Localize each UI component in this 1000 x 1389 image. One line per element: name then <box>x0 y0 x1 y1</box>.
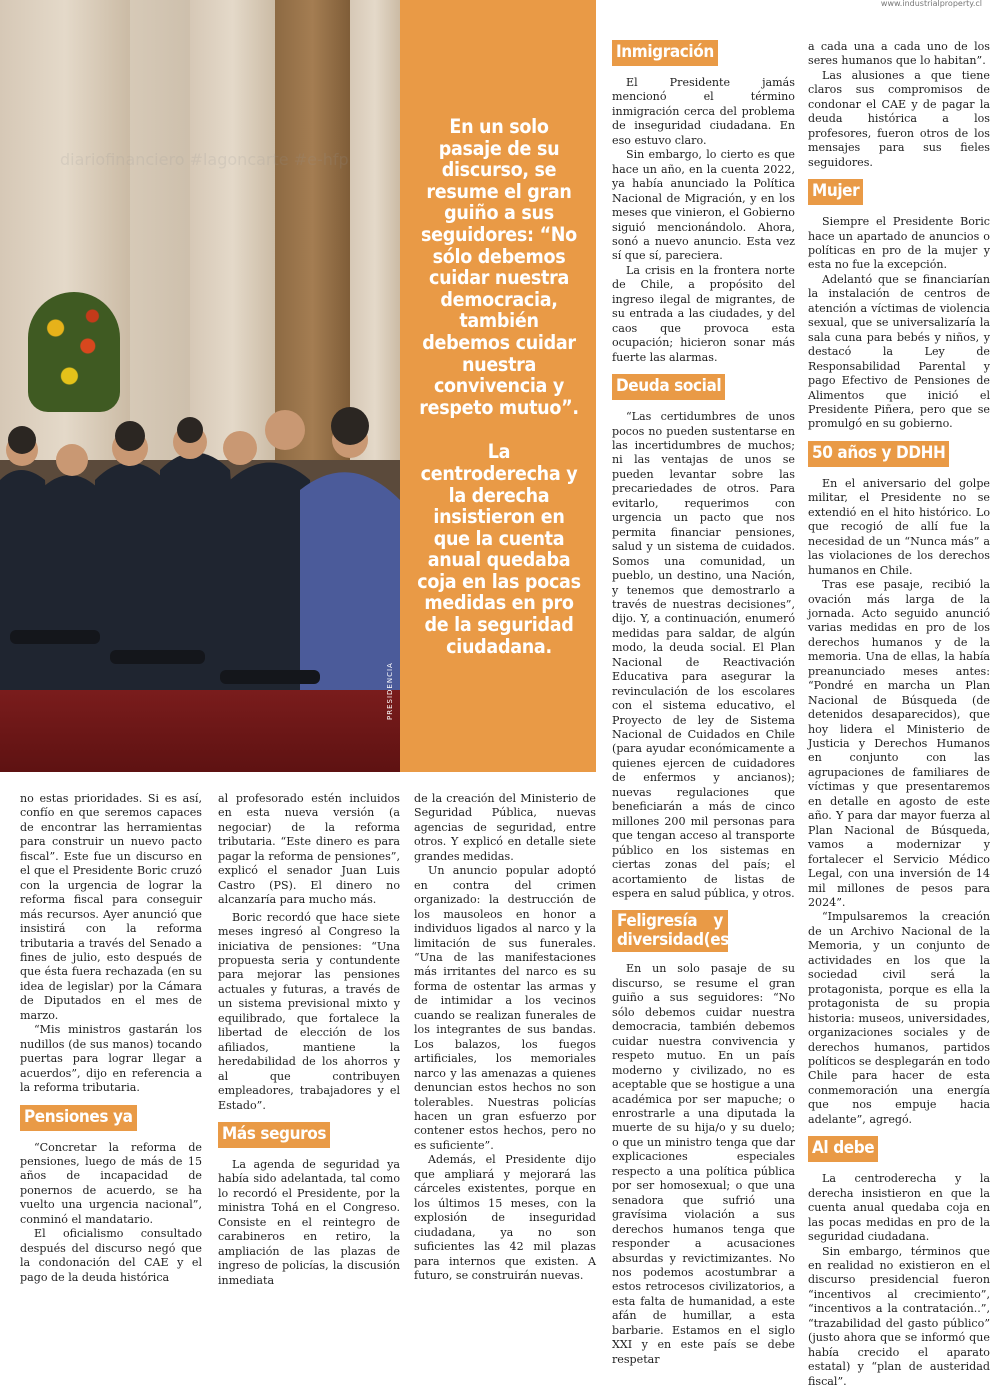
paragraph: El oficialismo consultado después del discurso negó que la condonación del CAE y el pago de la deuda histórica <box>20 1227 202 1284</box>
section-heading-pensiones: Pensiones ya <box>20 1105 137 1131</box>
article-column-2 <box>218 792 400 1288</box>
article-column-5 <box>808 40 990 1389</box>
paragraph: Boric recordó que hace siete meses ingresó al Congreso la iniciativa de pensiones: “Una propuesta seria y contundente para mejorar las pensiones actuales y futuras, a través de un sistema previsional mixto y equilibrado, que fortalece la libertad de elección de los afiliados, mantiene la heredabilidad de los ahorros y al que contribuyen empleadores, trabajadores y el Estado”. <box>218 910 400 1112</box>
paragraph: Sin embargo, lo cierto es que hace un año, en la cuenta 2022, ya había anunciado la Política Nacional de Migración, y en los meses que vinieron, el Gobierno siguió mencionándolo. Ahora, sonó a nuevo anuncio. Esta vez sí que sí, pareciera. <box>612 148 795 263</box>
section-heading-deuda-social: Deuda social <box>612 374 725 400</box>
paragraph: En un solo pasaje de su discurso, se resume el gran guiño a sus seguidores: “No sólo debemos cuidar nuestra democracia, también debemos cuidar nuestra convivencia y respeto mutuo. En un país moderno y civilizado, no es aceptable que se hostigue a una académica por ser mapuche; o enrostrarle a una diputada la muerte de su hija/o y su duelo; o que un ministro tenga que dar explicaciones especiales respecto a una política pública por ser homosexual; o que una senadora que sufrió una gravísima violación a sus derechos humanos tenga que responder a acusaciones absurdas y revictimizantes. No nos podemos acostumbrar a estos retrocesos civilizatorios, a esta falta de humanidad, a este afán de humillar, a esta barbarie. Estamos en el siglo XXI y en este país se debe respetar <box>612 962 795 1366</box>
paragraph: Adelantó que se financiarían la instalación de centros de atención a víctimas de violencia sexual, que se universalizaría la sala cuna para bebés y niños, y destacó la Ley de Responsabilidad Parental y pago Efectivo de Pensiones de Alimentos que inició el Presidente Piñera, pero que se promulgó en su gobierno. <box>808 272 990 431</box>
paragraph: Además, el Presidente dijo que ampliará y mejorará las cárceles existentes, porque en los últimos 15 meses, con la explosión de inseguridad ciudadana, ya no son suficientes las 42 mil plazas para internos que existen. A futuro, se construirán nuevas. <box>414 1153 596 1282</box>
section-heading-mujer: Mujer <box>808 179 863 205</box>
flower-arrangement <box>28 292 120 412</box>
wall-column-mid <box>190 0 275 470</box>
paragraph: Las alusiones a que tiene claros sus compromisos de condonar el CAE y de pagar la deuda histórica a los profesores, fueron otros de los mensajes para sus fieles seguidores. <box>808 68 990 169</box>
news-photo <box>0 0 400 772</box>
paragraph: Siempre el Presidente Boric hace un apartado de anuncios o políticas en pro de la mujer y esta no fue la excepción. <box>808 215 990 272</box>
photo-credit: PRESIDENCIA <box>386 662 394 720</box>
paragraph: “Mis ministros gastarán los nudillos (de sus manos) tocando puertas para lograr llegar a acuerdos”, dijo en referencia a la reforma tributaria. <box>20 1023 202 1095</box>
paragraph: El Presidente jamás mencionó el término inmigración cerca del problema de inseguridad ciudadana. En eso estuvo claro. <box>612 76 795 147</box>
pull-quote-box <box>400 0 596 772</box>
paragraph: Un anuncio popular adoptó en contra del crimen organizado: la destrucción de los mausoleos en honor a individuos ligados al narco y la limitación de sus funerales. “Una de las manifestaciones más irritantes del narco es su forma de ostentar las armas y de intimidar a los vecinos cuando se realizan funerales de los integrantes de sus bandas. Los balazos, los fuegos artificiales, los memoriales narco y las amenazas a quienes denuncian estos hechos no son tolerables. Nuestras policías hacen un gran esfuerzo por contener estos hechos, pero no es suficiente”. <box>414 864 596 1152</box>
seated-audience <box>0 420 400 720</box>
paragraph: La agenda de seguridad ya había sido adelantada, tal como lo recordó el Presidente, por la ministra Tohá en el Congreso. Consiste en el reintegro de carabineros en retiro, la ampliación de las plazas de ingreso de policías, la discusión inmediata <box>218 1157 400 1287</box>
paragraph: En el aniversario del golpe militar, el Presidente no se extendió en el hito histórico. Lo que recogió de allí fue la necesidad de un “Nunca más” a las violaciones de los derechos humanos en Chile. <box>808 476 990 577</box>
section-heading-50-anos-ddhh: 50 años y DDHH <box>808 441 949 467</box>
article-column-3 <box>414 792 596 1283</box>
paragraph: “Impulsaremos la creación de un Archivo Nacional de la Memoria, y un conjunto de actividades en los que la sociedad civil será la protagonista, porque es ella la protagonista de su propia historia: museos, universidades, organizaciones sociales y de derechos humanos, partidos políticos se desplegarán en todo Chile para hacer de esta conmemoración una energía que nos empuje hacia adelante”, agregó. <box>808 910 990 1126</box>
paragraph: a cada una a cada uno de los seres humanos que lo habitan”. <box>808 40 990 68</box>
article-column-1 <box>20 792 202 1285</box>
header-url: www.industrialproperty.cl <box>880 0 982 8</box>
paragraph: Sin embargo, términos que en realidad no existieron en el discurso presidencial fueron “incentivos al crecimiento”, “incentivos a la contratación..”, “trazabilidad del gasto público” (justo ahora que se informó que había crecido el aparato estatal) y “plan de austeridad fiscal”. <box>808 1244 990 1388</box>
paragraph: “Las certidumbres de unos pocos no pueden sustentarse en las incertidumbres de muchos; ni las ventajas de unos se pueden levantar sobre las precariedades de otros. Para evitarlo, requerimos con urgencia un pacto que nos permita financiar pensiones, salud y un sistema de cuidados. Somos una comunidad, un pueblo, un destino, una Nación, y tenemos que demostrarlo a través de nuestras decisiones”, dijo. Y, a continuación, enumeró medidas para saldar, de algún modo, la deuda social. El Plan Nacional de Reactivación Educativa para asegurar la revinculación de los escolares con el sistema educativo, el Proyecto de ley de Sistema Nacional de Cuidados en Chile (para ayudar económicamente a quienes ejercen de cuidadores de enfermos y ancianos); nuevas regulaciones que beneficiarán a más de cinco millones 200 mil personas para que tengan acceso al transporte público en los sistemas en ciertas zonas del país; el acortamiento de listas de espera en salud pública, y otros. <box>612 410 795 901</box>
wall-column-right <box>350 0 400 470</box>
watermark: diariofinanciero #lagoncarte #e-hfp <box>60 150 349 169</box>
pull-quote-1: En un solo pasaje de su discurso, se resume el gran guiño a sus seguidores: “No sólo debemos cuidar nuestra democracia, también debemos cuidar nuestra convivencia y respeto mutuo”. <box>419 115 579 419</box>
section-heading-inmigracion: Inmigración <box>612 40 718 66</box>
section-heading-feligresia: Feligresía y diversidad(es) <box>612 910 728 952</box>
red-carpet <box>0 690 400 772</box>
article-column-4 <box>612 40 795 1367</box>
pull-quote-2: La centroderecha y la derecha insistieron en que la cuenta anual quedaba coja en las pocas medidas en pro de la seguridad ciudadana. <box>417 440 581 658</box>
paragraph: La centroderecha y la derecha insistieron en que la cuenta anual quedaba coja en las pocas medidas en pro de la seguridad ciudadana. <box>808 1172 990 1244</box>
section-heading-mas-seguros: Más seguros <box>218 1122 330 1148</box>
paragraph: La crisis en la frontera norte de Chile, a propósito del ingreso ilegal de migrantes, de su entrada a las ciudades, y del caos que provoca esta ocupación; hicieron sonar más fuerte las alarmas. <box>612 263 795 364</box>
paragraph: “Concretar la reforma de pensiones, luego de más de 15 años de incapacidad de ponernos de acuerdo, se ha vuelto una urgencia nacional”, conminó el mandatario. <box>20 1140 202 1226</box>
section-heading-al-debe: Al debe <box>808 1136 878 1162</box>
paragraph: no estas prioridades. Si es así, confío en que seremos capaces de encontrar las herramientas para construir un nuevo pacto fiscal”. Este fue un discurso en el que el Presidente Boric cruzó con la urgencia de lograr la reforma fiscal para conseguir más recursos. Ayer anunció que insistirá con la reforma tributaria a través del Senado a fines de julio, esto después de que ésta fuera rechazada (en su idea de legislar) por la Cámara de Diputados en el mes de marzo. <box>20 792 202 1022</box>
wood-panel <box>275 0 350 470</box>
paragraph: Tras ese pasaje, recibió la ovación más larga de la jornada. Acto seguido anunció varias medidas en pro de los derechos humanos y de la memoria. Una de ellas, la había preanunciado meses antes: “Pondré en marcha un Plan Nacional de Búsqueda (de detenidos desaparecidos), que hoy lidera el Ministerio de Justicia y Derechos Humanos en conjunto con las agrupaciones de familiares de víctimas y que presentaremos en detalle en agosto de este año. Y para dar mayor fuerza al Plan Nacional de Búsqueda, vamos a modernizar y fortalecer el Servicio Médico Legal, con una inversión de 14 mil millones de pesos para 2024”. <box>808 578 990 910</box>
paragraph: de la creación del Ministerio de Seguridad Pública, nuevas agencias de seguridad, entre otros. Y explicó en detalle siete grandes medidas. <box>414 792 596 863</box>
paragraph: al profesorado estén incluidos en esta nueva versión (a negociar) de la reforma tributaria. “Este dinero es para pagar la reforma de pensiones”, explicó el senador Juan Luis Castro (PS). El dinero no alcanzaría para mucho más. <box>218 792 400 907</box>
